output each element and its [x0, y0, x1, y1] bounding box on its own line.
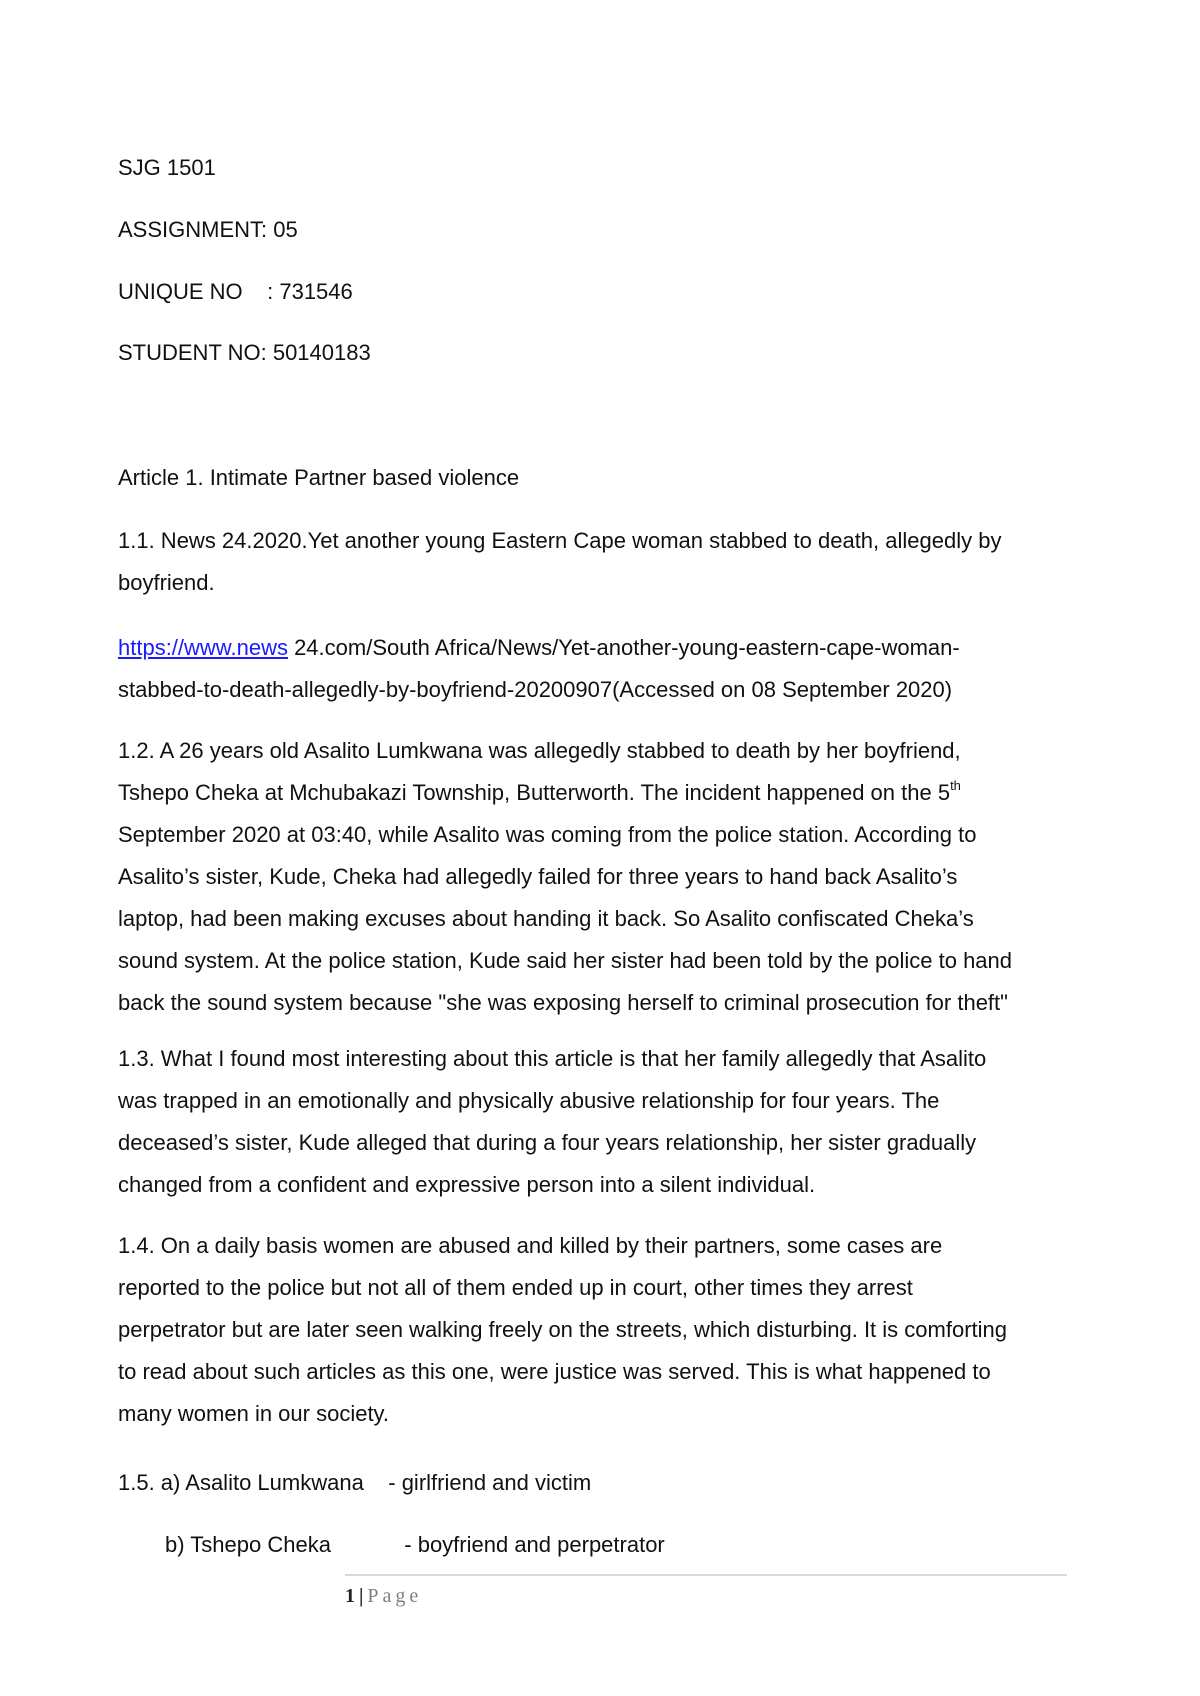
source-link[interactable]: https://www.news — [118, 635, 288, 660]
source-url-rest: 24.com/South Africa/News/Yet-another-young-eastern-cape-woman- — [287, 635, 960, 660]
section-1-1-line: 1.1. News 24.2020.Yet another young Eastern Cape woman stabbed to death, allegedly by — [118, 528, 1002, 553]
article-title: Article 1. Intimate Partner based violence — [118, 465, 520, 490]
section-1-4-line: perpetrator but are later seen walking freely on the streets, which disturbing. It is comforting — [118, 1317, 1007, 1342]
source-reference — [118, 627, 1118, 711]
section-1-5-b: b) Tshepo Cheka - boyfriend and perpetrator — [165, 1532, 665, 1557]
section-1-4-line: reported to the police but not all of them ended up in court, other times they arrest — [118, 1275, 913, 1300]
section-1-2-line: sound system. At the police station, Kude said her sister had been told by the police to hand — [118, 948, 1013, 973]
page-footer — [345, 1584, 422, 1608]
section-1-4-line: to read about such articles as this one, were justice was served. This is what happened to — [118, 1359, 991, 1384]
section-1-5-a: 1.5. a) Asalito Lumkwana - girlfriend and victim — [118, 1470, 592, 1495]
source-line: stabbed-to-death-allegedly-by-boyfriend-20200907(Accessed on 08 September 2020) — [118, 677, 953, 702]
page-number: 1 — [345, 1585, 355, 1607]
section-1-1-line: boyfriend. — [118, 570, 215, 595]
section-1-3 — [118, 1038, 1118, 1206]
section-1-3-line: 1.3. What I found most interesting about this article is that her family allegedly that Asalito — [118, 1046, 987, 1071]
course-code: SJG 1501 — [118, 155, 216, 180]
section-1-2-line: laptop, had been making excuses about handing it back. So Asalito confiscated Cheka’s — [118, 906, 974, 931]
assignment-number: ASSIGNMENT: 05 — [118, 217, 298, 242]
section-1-2-line — [118, 772, 1118, 814]
source-line — [118, 627, 1118, 669]
section-1-2-line: back the sound system because "she was exposing herself to criminal prosecution for theft" — [118, 990, 1008, 1015]
section-1-2-line: September 2020 at 03:40, while Asalito was coming from the police station. According to — [118, 822, 977, 847]
section-1-2-line-text: Tshepo Cheka at Mchubakazi Township, Butterworth. The incident happened on the 5 — [118, 780, 951, 805]
footer-divider — [345, 1574, 1067, 1576]
section-1-3-line: deceased’s sister, Kude alleged that during a four years relationship, her sister gradually — [118, 1130, 977, 1155]
section-1-3-line: was trapped in an emotionally and physically abusive relationship for four years. The — [118, 1088, 940, 1113]
section-1-2-line: 1.2. A 26 years old Asalito Lumkwana was allegedly stabbed to death by her boyfriend, — [118, 738, 961, 763]
section-1-1 — [118, 520, 1118, 604]
unique-number: UNIQUE NO : 731546 — [118, 279, 353, 304]
section-1-4 — [118, 1225, 1118, 1435]
section-1-4-line: 1.4. On a daily basis women are abused and killed by their partners, some cases are — [118, 1233, 943, 1258]
student-number: STUDENT NO: 50140183 — [118, 340, 371, 365]
page-separator: | — [359, 1585, 364, 1607]
section-1-2-line: Asalito’s sister, Kude, Cheka had allegedly failed for three years to hand back Asalito’s — [118, 864, 958, 889]
page-label: Page — [367, 1585, 423, 1607]
section-1-3-line: changed from a confident and expressive person into a silent individual. — [118, 1172, 816, 1197]
section-1-2 — [118, 730, 1118, 1024]
ordinal-suffix: th — [950, 777, 961, 793]
section-1-4-line: many women in our society. — [118, 1401, 390, 1426]
